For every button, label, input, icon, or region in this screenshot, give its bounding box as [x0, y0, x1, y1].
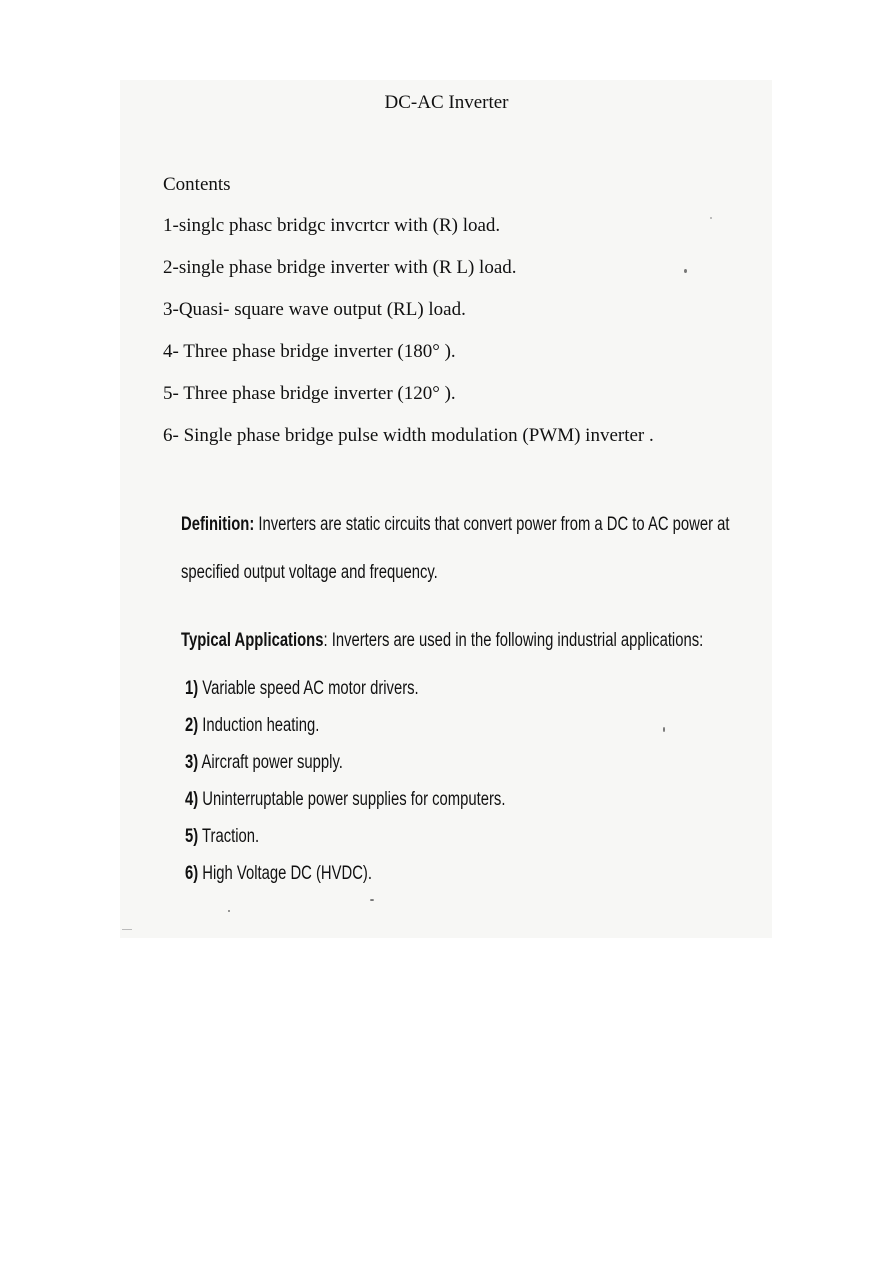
scan-speck — [663, 727, 665, 732]
application-item — [185, 676, 596, 713]
applications-heading — [181, 630, 703, 652]
application-number: 3) — [185, 752, 199, 773]
scan-speck — [684, 269, 687, 273]
scan-speck — [710, 217, 712, 219]
page-title: DC-AC Inverter — [384, 92, 509, 113]
definition-line-1 — [181, 514, 730, 536]
application-item — [185, 713, 596, 750]
contents-item: 2-single phase bridge inverter with (R L) load. — [163, 257, 517, 278]
contents-item: 1-singlc phasc bridgc invcrtcr with (R) load. — [163, 215, 501, 236]
application-number: 6) — [185, 863, 199, 884]
scan-speck — [228, 910, 230, 912]
contents-item: 5- Three phase bridge inverter (120° ). — [163, 383, 456, 404]
application-number: 4) — [185, 789, 199, 810]
application-text: Uninterruptable power supplies for computers. — [198, 789, 506, 810]
applications-label: Typical Applications — [181, 630, 324, 651]
definition-label: Definition: — [181, 514, 255, 535]
contents-heading: Contents — [163, 174, 231, 195]
application-text: Aircraft power supply. — [198, 752, 343, 773]
scan-mark — [122, 929, 132, 930]
applications-list — [185, 676, 596, 898]
definition-line-2: specified output voltage and frequency. — [181, 562, 438, 583]
application-number: 1) — [185, 678, 199, 699]
application-number: 2) — [185, 715, 199, 736]
contents-item: 3-Quasi- square wave output (RL) load. — [163, 299, 466, 320]
contents-item: 4- Three phase bridge inverter (180° ). — [163, 341, 456, 362]
application-number: 5) — [185, 826, 199, 847]
contents-item: 6- Single phase bridge pulse width modulation (PWM) inverter . — [163, 425, 654, 446]
contents-list — [163, 213, 654, 465]
definition-text: Inverters are static circuits that convert power from a DC to AC power at — [254, 514, 730, 535]
application-text: Traction. — [198, 826, 260, 847]
application-item — [185, 787, 596, 824]
application-item — [185, 861, 596, 898]
application-text: Variable speed AC motor drivers. — [198, 678, 419, 699]
applications-intro: : Inverters are used in the following industrial applications: — [323, 630, 704, 651]
application-item — [185, 750, 596, 787]
scan-speck — [370, 899, 374, 901]
application-item — [185, 824, 596, 861]
application-text: High Voltage DC (HVDC). — [198, 863, 372, 884]
application-text: Induction heating. — [198, 715, 320, 736]
